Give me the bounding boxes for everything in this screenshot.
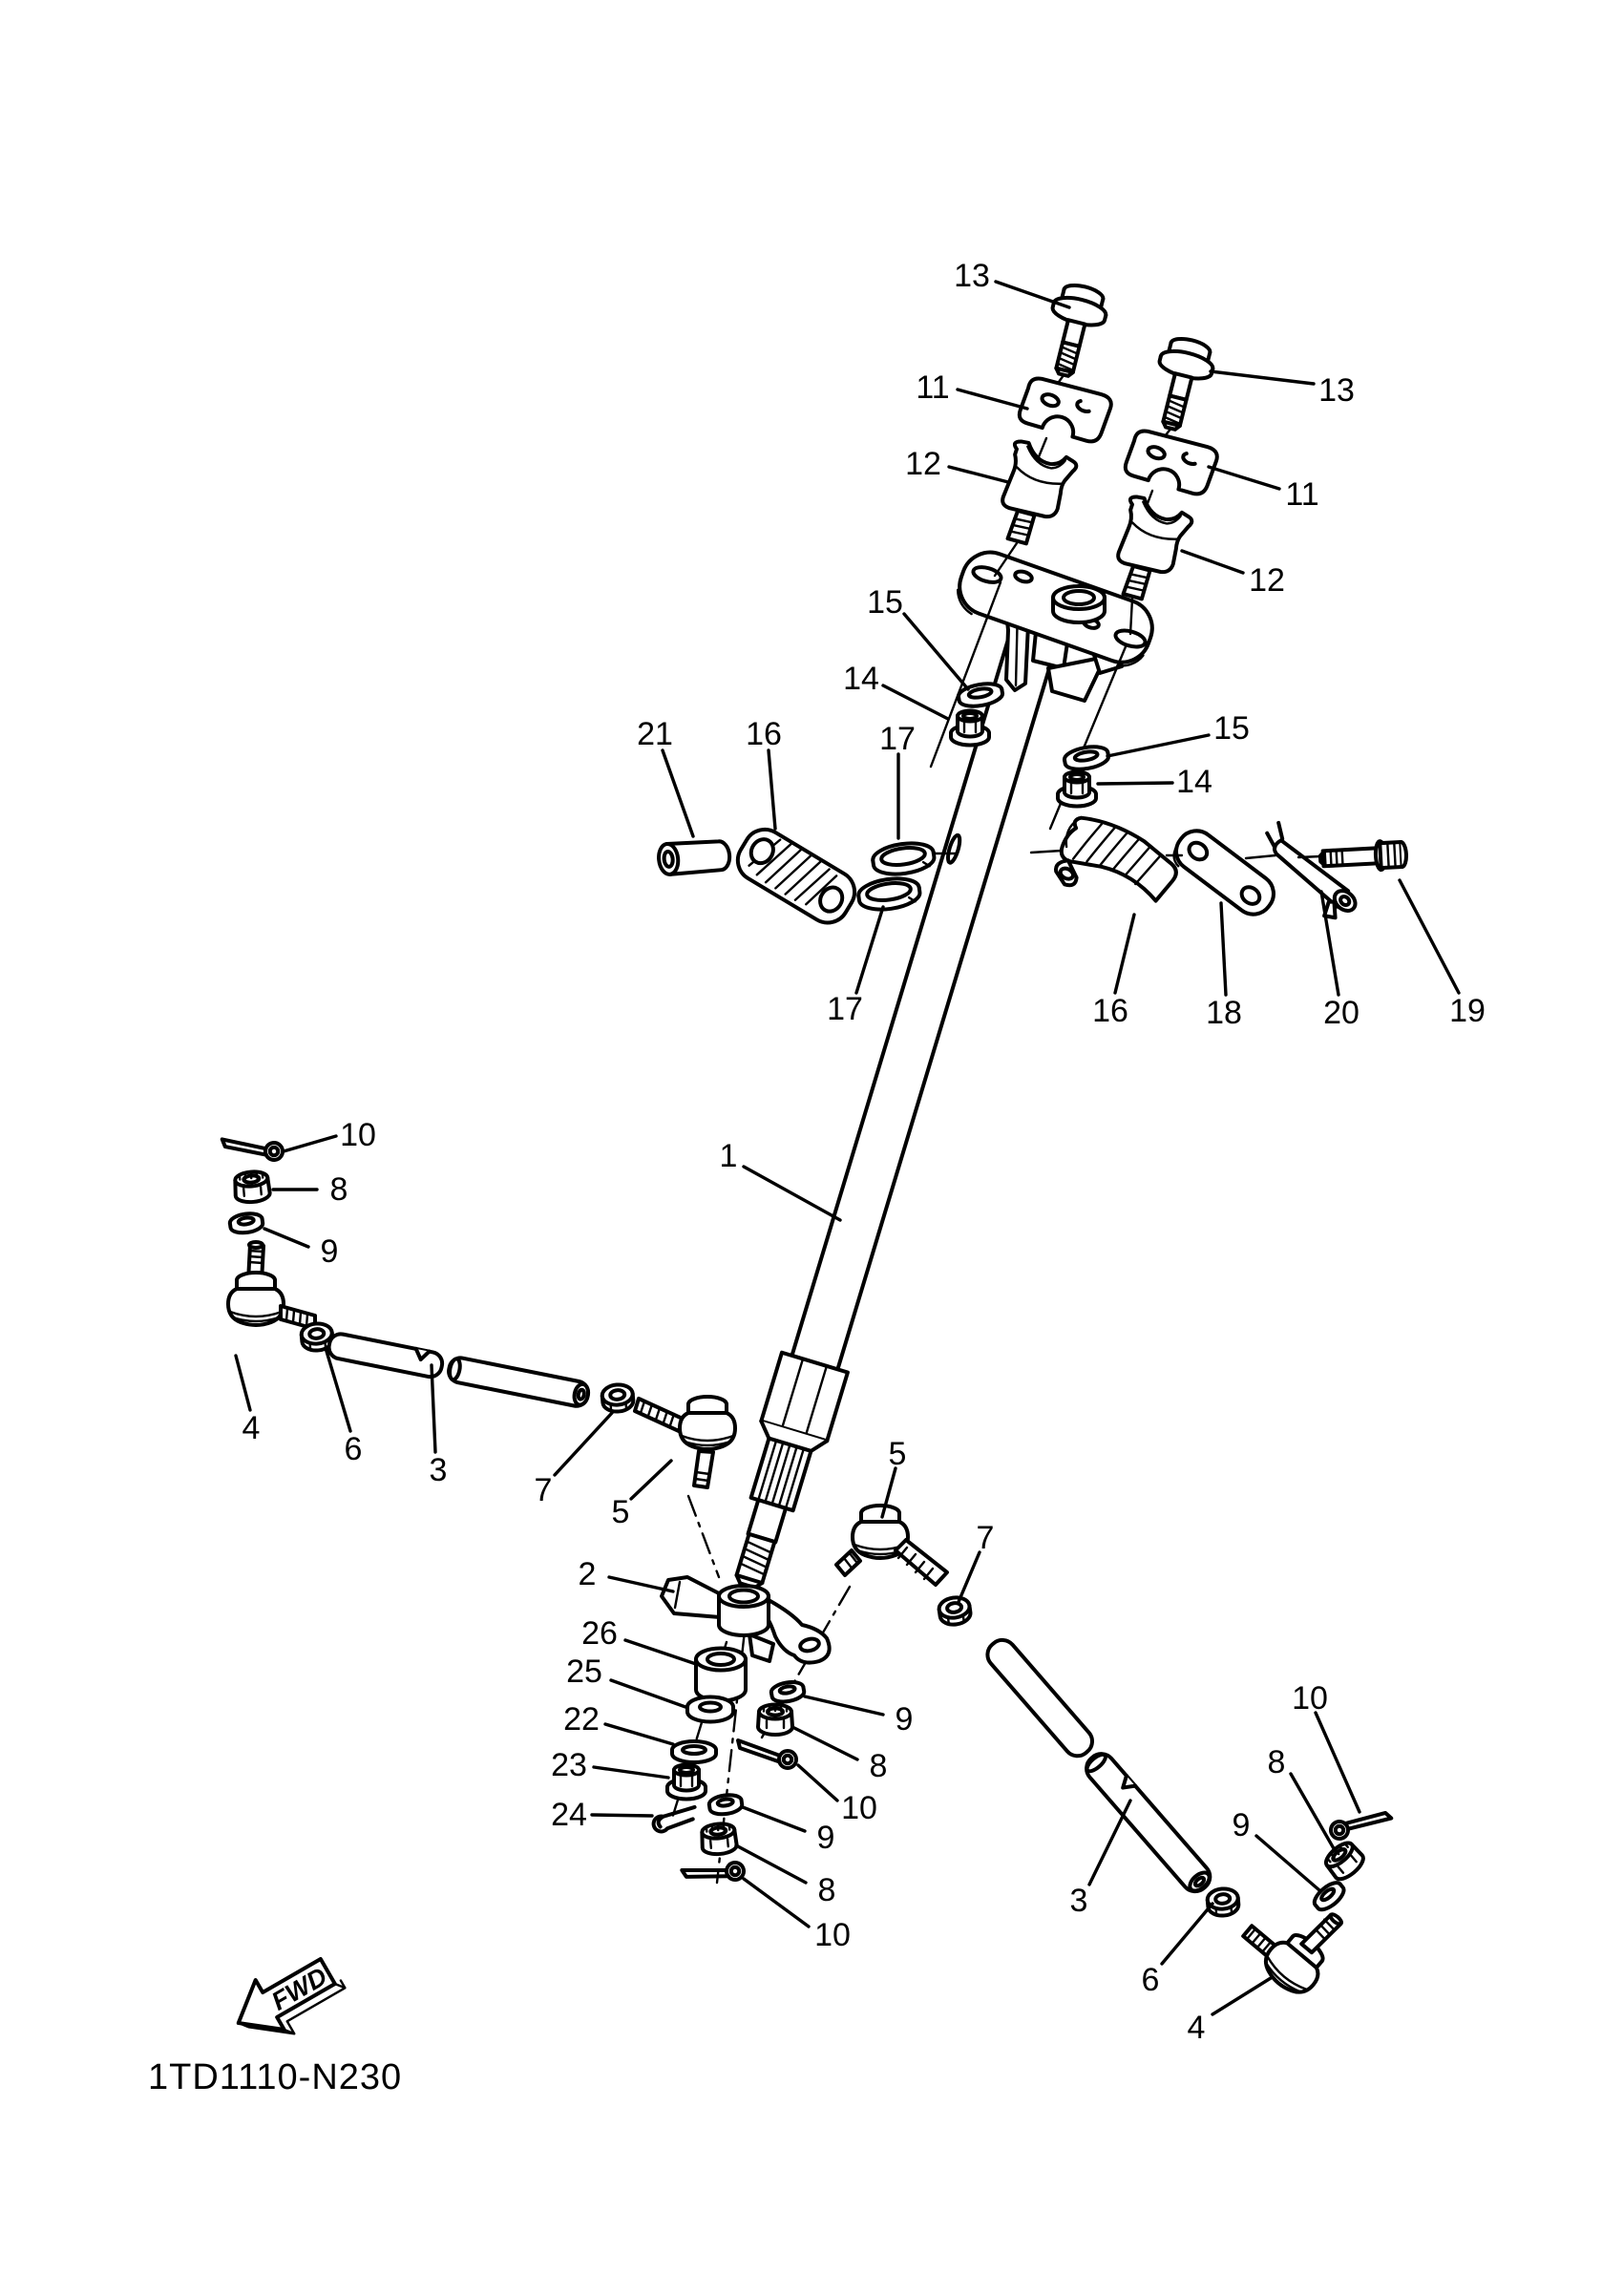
handlebar-holder-lower-left [986, 439, 1079, 552]
leader-line-9-stem [743, 1807, 805, 1831]
part-label-7-right: 7 [976, 1520, 995, 1556]
leader-line-6-right [1162, 1904, 1212, 1964]
bushing-26 [696, 1649, 746, 1701]
leader-line-10-stem [744, 1879, 809, 1927]
washer-22 [672, 1741, 716, 1762]
leader-line-3-right [1089, 1801, 1130, 1885]
washer-15-right [1063, 744, 1109, 772]
part-label-10-stem: 10 [814, 1917, 851, 1953]
flange-nut-14-right [1058, 772, 1096, 807]
tie-rod-end-5-left [635, 1397, 735, 1487]
leader-line-7-left [555, 1413, 612, 1475]
part-label-4-right: 4 [1187, 2010, 1206, 2046]
part-label-25: 25 [566, 1654, 602, 1690]
castle-nut-8-tie-right [1321, 1839, 1367, 1884]
stopper-lever-20 [1251, 822, 1363, 927]
leader-line-10-tie-right [1316, 1713, 1360, 1812]
part-label-15-left: 15 [867, 584, 903, 621]
part-label-18: 18 [1206, 995, 1242, 1031]
part-label-21: 21 [637, 716, 673, 752]
leader-line-14-right [1098, 783, 1172, 784]
leader-line-18 [1221, 903, 1226, 995]
link-plate-18 [1167, 823, 1281, 924]
tie-rod-3-right [982, 1634, 1215, 1897]
washer-9-stem [708, 1793, 743, 1816]
part-label-10-tie-left: 10 [340, 1117, 376, 1153]
diagram-code: 1TD1110-N230 [148, 2057, 403, 2097]
leader-line-11-right [1209, 467, 1279, 489]
leader-line-15-left [904, 614, 968, 689]
cotter-pin-10-tie-right [1328, 1795, 1392, 1850]
leader-line-8-stem [736, 1845, 806, 1883]
washer-9-arm [770, 1680, 806, 1704]
collar-21 [658, 837, 731, 876]
part-label-10-tie-right: 10 [1292, 1680, 1328, 1717]
leader-line-5-left [631, 1461, 671, 1499]
castle-nut-8-tie-left [234, 1170, 271, 1204]
part-label-13-left: 13 [954, 258, 990, 294]
part-label-16-right: 16 [1092, 993, 1128, 1029]
part-label-12-right: 12 [1249, 562, 1285, 599]
leader-line-24 [592, 1815, 652, 1816]
leader-line-16-left [769, 750, 775, 829]
leader-line-8-tie-right [1291, 1774, 1335, 1850]
leader-line-13-right [1211, 371, 1314, 384]
part-label-24: 24 [551, 1797, 587, 1833]
ring-17-lower [857, 875, 922, 914]
fwd-arrow [224, 1944, 352, 2055]
part-label-17-lower: 17 [827, 991, 863, 1027]
part-label-9-arm: 9 [895, 1701, 914, 1738]
leader-line-2 [609, 1577, 673, 1591]
part-label-14-left: 14 [843, 661, 879, 697]
leader-line-21 [663, 750, 693, 836]
part-label-20: 20 [1323, 995, 1360, 1031]
leader-line-19 [1400, 880, 1459, 993]
part-label-15-right: 15 [1213, 710, 1250, 747]
part-label-6-left: 6 [344, 1431, 363, 1467]
part-label-8-arm: 8 [869, 1748, 888, 1784]
part-label-26: 26 [581, 1615, 618, 1652]
handlebar-clamp-upper-left [1017, 370, 1114, 449]
leader-line-8-arm [792, 1727, 857, 1759]
leader-line-10-tie-left [284, 1136, 336, 1151]
leader-line-7-right [959, 1552, 980, 1602]
part-label-8-stem: 8 [817, 1872, 836, 1908]
part-label-14-right: 14 [1176, 764, 1212, 800]
castle-nut-8-stem [701, 1822, 738, 1856]
leader-line-16-right [1115, 915, 1134, 993]
leader-line-1 [744, 1167, 840, 1220]
tie-rod-3-left [327, 1332, 590, 1408]
flange-nut-14-left [951, 711, 989, 746]
leader-line-12-right [1182, 551, 1243, 573]
nut-7-right [938, 1595, 972, 1626]
steering-stem-boss [1053, 586, 1105, 622]
leader-line-17-lower [856, 907, 883, 993]
leader-line-14-left [883, 685, 948, 719]
leader-line-23 [594, 1767, 668, 1778]
clamp-half-16-right [1045, 808, 1183, 928]
part-label-19: 19 [1449, 993, 1486, 1029]
washer-25 [687, 1697, 733, 1722]
leader-line-9-tie-right [1256, 1836, 1319, 1890]
part-label-23: 23 [551, 1747, 587, 1783]
nut-7-left [601, 1383, 634, 1413]
part-label-16-left: 16 [746, 716, 782, 752]
part-label-8-tie-right: 8 [1267, 1744, 1286, 1780]
cotter-pin-10-tie-left [222, 1131, 284, 1167]
handlebar-bolt-left [1038, 281, 1111, 382]
handlebar-clamp-upper-right [1123, 423, 1220, 501]
part-label-12-left: 12 [905, 446, 941, 482]
cotter-pin-10-stem [682, 1850, 746, 1896]
leader-line-25 [611, 1680, 685, 1707]
cotter-pin-10-arm [738, 1740, 796, 1768]
castle-nut-8-arm [758, 1705, 792, 1736]
leader-line-22 [605, 1724, 673, 1744]
part-label-3-left: 3 [429, 1452, 448, 1488]
clamp-half-16-left [730, 822, 863, 931]
part-label-22: 22 [563, 1701, 600, 1738]
leader-line-15-right [1107, 735, 1209, 756]
part-label-2: 2 [578, 1556, 597, 1592]
nut-6-right [1207, 1887, 1239, 1917]
part-label-1: 1 [719, 1138, 738, 1174]
tie-rod-end-4-left [228, 1242, 315, 1329]
part-label-9-tie-left: 9 [320, 1233, 339, 1270]
steering-arm-2 [662, 1577, 830, 1663]
leader-line-4-right [1212, 1978, 1271, 2014]
leader-line-26 [625, 1640, 696, 1664]
part-label-6-right: 6 [1141, 1962, 1160, 1998]
leader-line-11-left [958, 390, 1027, 409]
part-label-5-right: 5 [888, 1436, 907, 1472]
part-label-8-tie-left: 8 [329, 1171, 348, 1208]
part-label-5-left: 5 [611, 1494, 630, 1530]
leader-line-3-left [432, 1365, 435, 1452]
fwd-label: FWD [266, 1962, 332, 2016]
bolt-19 [1319, 840, 1406, 874]
leader-line-10-arm [798, 1765, 837, 1801]
part-label-11-right: 11 [1285, 476, 1319, 513]
leader-line-4-left [236, 1356, 250, 1410]
part-label-7-left: 7 [534, 1472, 553, 1508]
part-label-9-tie-right: 9 [1232, 1807, 1251, 1843]
leader-line-9-tie-left [264, 1229, 308, 1247]
leader-line-13-left [996, 282, 1069, 307]
part-label-10-arm: 10 [841, 1790, 877, 1826]
handlebar-bolt-right [1145, 334, 1218, 435]
washer-9-tie-right [1311, 1879, 1348, 1914]
part-label-9-stem: 9 [816, 1820, 835, 1856]
part-label-3-right: 3 [1069, 1883, 1088, 1919]
part-label-11-left: 11 [916, 369, 950, 406]
part-label-17-upper: 17 [879, 721, 916, 757]
washer-9-tie-left [229, 1211, 263, 1234]
part-label-4-left: 4 [242, 1410, 261, 1446]
nut-23 [667, 1765, 706, 1800]
leader-line-9-arm [805, 1696, 883, 1715]
leader-line-12-left [949, 467, 1008, 482]
tie-rod-end-5-right [836, 1506, 947, 1585]
part-label-13-right: 13 [1318, 372, 1355, 409]
ring-17-upper [872, 840, 937, 878]
